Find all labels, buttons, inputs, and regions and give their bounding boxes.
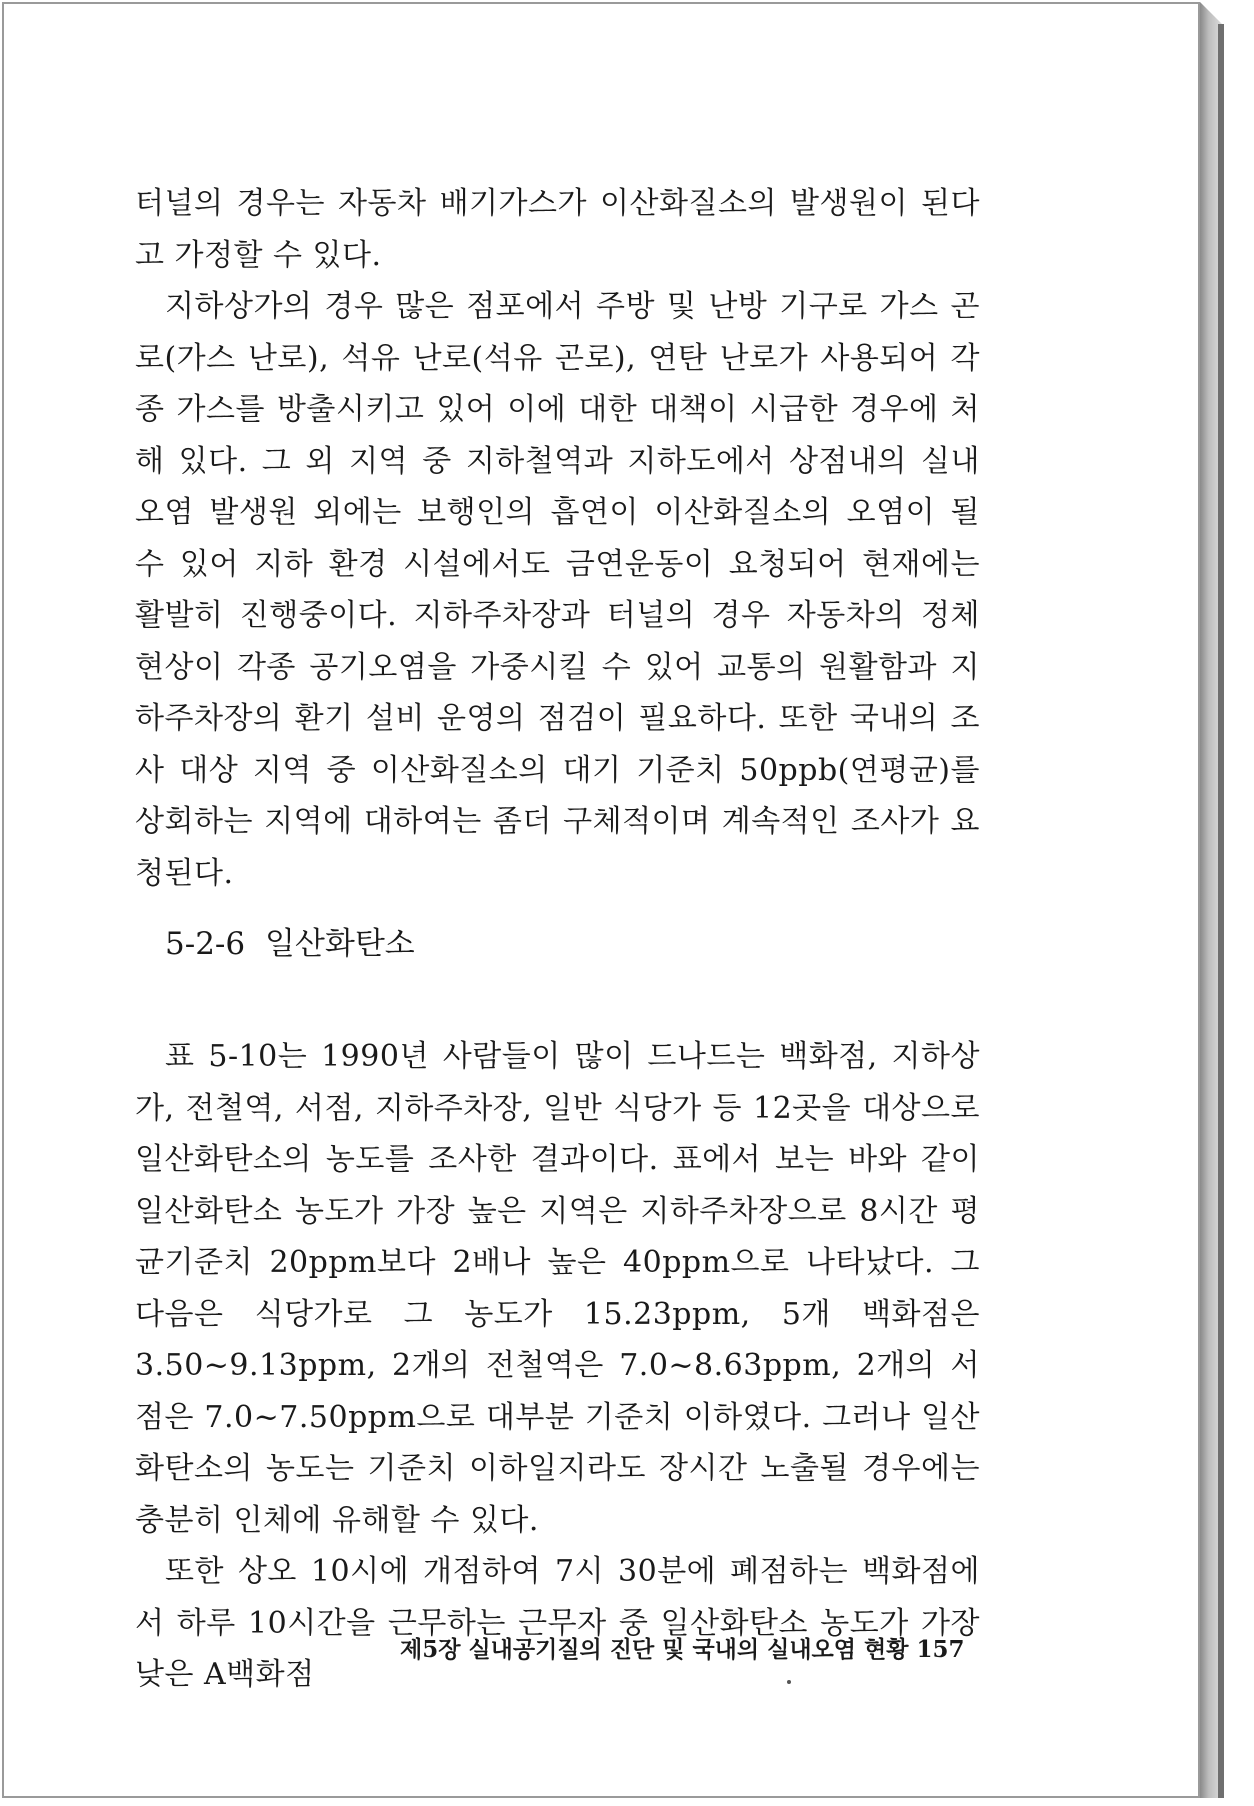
- section-title: 일산화탄소: [264, 926, 415, 962]
- footer-title: 실내공기질의 진단 및 국내의 실내오염 현황: [468, 1636, 909, 1663]
- running-footer: [400, 1632, 965, 1668]
- paragraph-1: 터널의 경우는 자동차 배기가스가 이산화질소의 발생원이 된다고 가정할 수 있다.: [135, 186, 980, 273]
- paragraph-4: 또한 상오 10시에 개점하여 7시 30분에 폐점하는 백화점에서 하루 10시간을 근무하는 근무자 중 일산화탄소 농도가 가장 낮은 A백화점: [135, 1554, 980, 1692]
- stray-dot: [787, 1680, 791, 1684]
- body-text-bottom: [135, 1031, 980, 1701]
- paragraph-2: 지하상가의 경우 많은 점포에서 주방 및 난방 기구로 가스 곤로(가스 난로), 석유 난로(석유 곤로), 연탄 난로가 사용되어 각종 가스를 방출시키고 있어 이에 대한 대책이 시급한 경우에 처해 있다. 그 외 지역 중 지하철역과 지하도에서 상점내의 실내 오염 발생원 외에는 보행인의 흡연이 이산화질소의 오염이 될 수 있어 지하 환경 시설에서도 금연운동이 요청되어 현재에는 활발히 진행중이다. 지하주차장과 터널의 경우 자동차의 정체 현상이 각종 공기오염을 가중시킬 수 있어 교통의 원활함과 지하주차장의 환기 설비 운영의 점검이 필요하다. 또한 국내의 조사 대상 지역 중 이산화질소의 대기 기준치 50ppb(연평균)를 상회하는 지역에 대하여는 좀더 구체적이며 계속적인 조사가 요청된다.: [135, 289, 980, 891]
- page-edge: [1218, 24, 1224, 1798]
- footer-chapter: 제5장: [400, 1636, 461, 1663]
- page-number: 157: [916, 1636, 965, 1663]
- section-number: 5-2-6: [165, 926, 246, 962]
- paragraph-3: 표 5-10는 1990년 사람들이 많이 드나드는 백화점, 지하상가, 전철역, 서점, 지하주차장, 일반 식당가 등 12곳을 대상으로 일산화탄소의 농도를 조사한 결과이다. 표에서 보는 바와 같이 일산화탄소 농도가 가장 높은 지역은 지하주차장으로 8시간 평균기준치 20ppm보다 2배나 높은 40ppm으로 나타났다. 그 다음은 식당가로 그 농도가 15.23ppm, 5개 백화점은 3.50~9.13ppm, 2개의 전철역은 7.0~8.63ppm, 2개의 서점은 7.0~7.50ppm으로 대부분 기준치 이하였다. 그러나 일산화탄소의 농도는 기준치 이하일지라도 장시간 노출될 경우에는 충분히 인체에 유해할 수 있다.: [135, 1039, 980, 1538]
- section-heading: [165, 920, 415, 968]
- body-text-top: [135, 178, 980, 899]
